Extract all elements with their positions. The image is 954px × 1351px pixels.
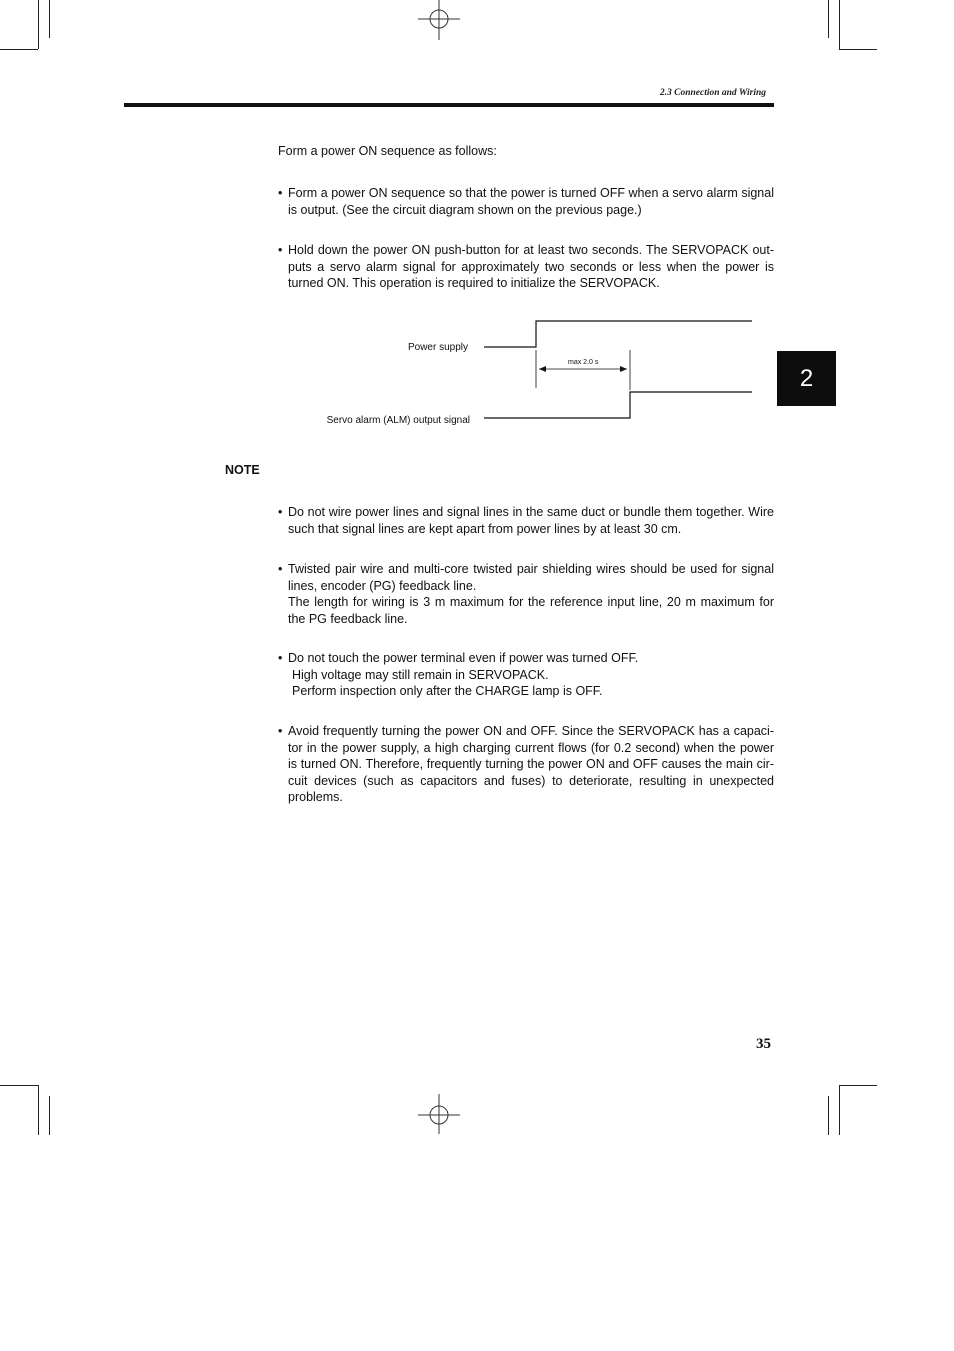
chapter-tab <box>777 351 836 406</box>
list-item-line: The length for wiring is 3 m maximum for the reference input line, 20 m maximum for the PG feedback line. <box>288 595 774 626</box>
power-supply-label: Power supply <box>407 342 468 353</box>
bullet-icon: • <box>278 186 283 200</box>
list-item <box>278 504 774 537</box>
section-header-title: 2.3 Connection and Wiring <box>659 88 766 98</box>
list-item-line: Do not touch the power terminal even if power was turned OFF. <box>288 651 639 665</box>
power-supply-waveform <box>484 321 752 347</box>
bullet-icon: • <box>278 562 283 576</box>
bullet-icon: • <box>278 243 283 257</box>
list-item-text <box>288 561 774 627</box>
bullet-icon: • <box>278 505 283 519</box>
bullet-icon: • <box>278 724 283 738</box>
page-number: 35 <box>756 1036 771 1052</box>
list-item-line: Twisted pair wire and multi-core twisted pair shielding wires should be used for signal lines, encoder (PG) feedback line. <box>288 562 774 593</box>
list-item-text: Hold down the power ON push-button for at least two seconds. The SERVOPACK out- puts a servo alarm signal for approximately two seconds or less when the power is turned ON. This operation is required to initialize the SERVOPACK. <box>288 243 774 290</box>
timing-waveforms <box>480 312 760 427</box>
list-item-line: High voltage may still remain in SERVOPACK. <box>292 667 549 682</box>
list-item <box>278 723 774 806</box>
list-item-text: Do not wire power lines and signal lines in the same duct or bundle them together. Wire such that signal lines are kept apart from power lines by at least 30 cm. <box>288 505 774 536</box>
list-item-text <box>288 650 774 700</box>
list-item <box>278 561 774 627</box>
interval-label: max 2.0 s <box>568 359 599 366</box>
interval-dimension <box>536 350 630 390</box>
list-item-line: Perform inspection only after the CHARGE lamp is OFF. <box>292 684 603 698</box>
chapter-number: 2 <box>799 364 814 392</box>
alarm-signal-label: Servo alarm (ALM) output signal <box>326 415 470 426</box>
list-item <box>278 650 774 700</box>
list-item-text: Avoid frequently turning the power ON and OFF. Since the SERVOPACK has a capaci- tor in the power supply, a high charging current flows (for 0.2 second) when the power is turned ON. Therefore, frequently turning the power ON and OFF causes the main cir- cuit devices (such as capacitors and fuses) to deteriorate, resulting in unexpected problems. <box>288 724 774 804</box>
arrow-right-icon <box>620 366 627 372</box>
arrow-left-icon <box>539 366 546 372</box>
intro-text: Form a power ON sequence as follows: <box>278 144 497 158</box>
registration-mark-bottom <box>418 1094 460 1136</box>
header-rule <box>124 103 774 107</box>
bullet-icon: • <box>278 651 283 665</box>
note-label: NOTE <box>225 463 260 477</box>
list-item <box>278 242 774 292</box>
list-item <box>278 185 774 218</box>
list-item-text: Form a power ON sequence so that the power is turned OFF when a servo alarm signal is output. (See the circuit diagram shown on the previous page.) <box>288 186 774 217</box>
alarm-waveform <box>484 392 752 418</box>
registration-mark-top <box>418 0 460 42</box>
